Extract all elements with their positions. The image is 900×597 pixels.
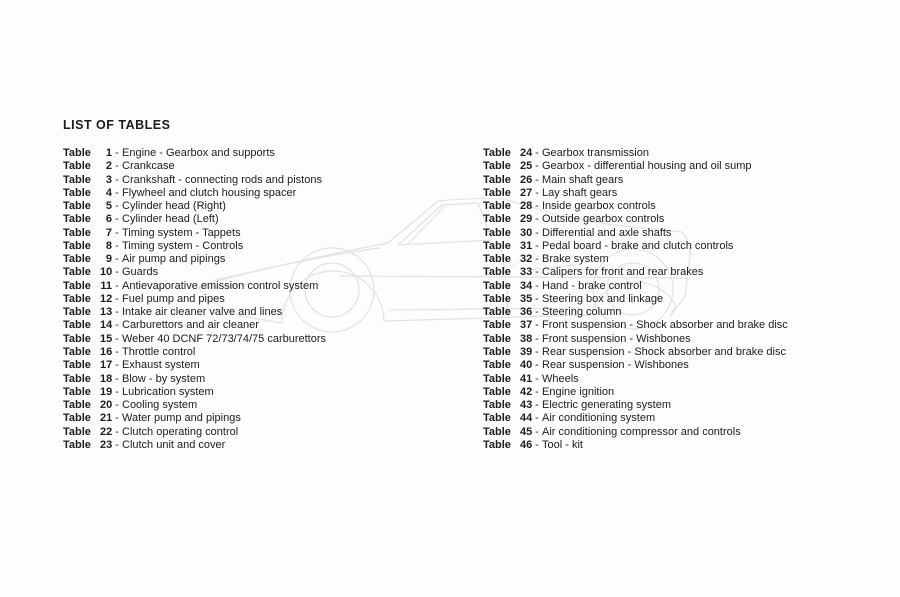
- table-entry-row: [63, 439, 326, 452]
- table-number: 11: [100, 279, 112, 292]
- table-entry-dash: -: [535, 253, 539, 266]
- table-entry-row: [483, 319, 788, 332]
- table-word: Table: [63, 239, 91, 252]
- table-number: 5: [105, 200, 112, 213]
- table-number: 21: [100, 412, 113, 425]
- table-description: Gearbox - differential housing and oil sump: [542, 160, 752, 173]
- table-entry-dash: -: [535, 319, 539, 332]
- table-word: Table: [63, 253, 91, 266]
- table-number: 26: [520, 173, 533, 186]
- table-description: Air conditioning compressor and controls: [542, 425, 741, 438]
- table-entry-row: [483, 306, 788, 319]
- table-description: Calipers for front and rear brakes: [542, 266, 704, 279]
- table-entry-row: [63, 373, 326, 386]
- table-entry-dash: -: [115, 306, 119, 319]
- table-word: Table: [483, 239, 511, 252]
- table-description: Flywheel and clutch housing spacer: [122, 186, 297, 199]
- table-number: 12: [100, 292, 113, 305]
- table-entry-dash: -: [535, 200, 539, 213]
- table-entry-row: [483, 147, 788, 160]
- table-entry-dash: -: [535, 292, 539, 305]
- table-entry-row: [483, 187, 788, 200]
- table-number: 13: [100, 306, 113, 319]
- table-number: 40: [520, 359, 533, 372]
- table-description: Main shaft gears: [542, 173, 624, 186]
- table-description: Electric generating system: [542, 399, 671, 412]
- table-word: Table: [483, 200, 511, 213]
- table-number: 6: [105, 213, 112, 226]
- table-word: Table: [483, 160, 511, 173]
- table-number: 24: [520, 147, 533, 159]
- table-entry-dash: -: [535, 279, 539, 292]
- table-entry-dash: -: [115, 213, 119, 226]
- table-entry-dash: -: [535, 412, 539, 425]
- table-description: Timing system - Controls: [122, 239, 244, 252]
- table-entry-dash: -: [115, 359, 119, 372]
- table-number: 16: [100, 345, 113, 358]
- table-entry-dash: -: [535, 332, 539, 345]
- table-word: Table: [63, 279, 91, 292]
- table-entry-dash: -: [535, 186, 539, 199]
- table-word: Table: [63, 438, 91, 451]
- table-entry-row: [483, 266, 788, 279]
- table-list-left-column: [63, 147, 326, 452]
- table-description: Clutch operating control: [122, 425, 239, 438]
- table-entry-dash: -: [115, 438, 119, 451]
- car-a-pillar-line: [408, 207, 444, 244]
- table-number: 45: [520, 425, 533, 438]
- table-description: Engine ignition: [542, 385, 615, 398]
- table-number: 30: [520, 226, 533, 239]
- table-word: Table: [63, 345, 91, 358]
- table-entry-dash: -: [115, 279, 119, 292]
- table-entry-row: [63, 200, 326, 213]
- table-entry-row: [63, 293, 326, 306]
- table-number: 15: [100, 332, 113, 345]
- table-entry-dash: -: [115, 332, 119, 345]
- table-entry-row: [483, 439, 788, 452]
- table-entry-row: [483, 333, 788, 346]
- table-entry-dash: -: [535, 306, 539, 319]
- table-entry-dash: -: [535, 160, 539, 173]
- table-entry-dash: -: [535, 147, 539, 159]
- table-entry-row: [483, 200, 788, 213]
- page-title: LIST OF TABLES: [63, 118, 171, 132]
- table-word: Table: [63, 359, 91, 372]
- table-description: Brake system: [542, 253, 609, 266]
- table-number: 46: [520, 438, 533, 451]
- table-number: 2: [105, 160, 112, 173]
- table-entry-row: [63, 319, 326, 332]
- table-entry-row: [63, 386, 326, 399]
- table-description: Fuel pump and pipes: [122, 292, 225, 305]
- table-word: Table: [63, 425, 91, 438]
- table-word: Table: [483, 425, 511, 438]
- table-word: Table: [63, 173, 91, 186]
- table-word: Table: [483, 319, 511, 332]
- table-word: Table: [63, 332, 91, 345]
- table-word: Table: [483, 438, 511, 451]
- table-entry-row: [63, 333, 326, 346]
- table-number: 1: [105, 147, 112, 159]
- table-entry-dash: -: [115, 226, 119, 239]
- table-number: 28: [520, 200, 533, 213]
- table-description: Pedal board - brake and clutch controls: [542, 239, 734, 252]
- table-number: 10: [100, 266, 113, 279]
- table-entry-row: [483, 399, 788, 412]
- table-description: Rear suspension - Wishbones: [542, 359, 689, 372]
- table-word: Table: [63, 319, 91, 332]
- table-word: Table: [483, 332, 511, 345]
- table-word: Table: [63, 412, 91, 425]
- table-description: Blow - by system: [122, 372, 206, 385]
- table-description: Air pump and pipings: [122, 253, 226, 266]
- table-entry-row: [63, 147, 326, 160]
- table-entry-row: [63, 213, 326, 226]
- table-number: 31: [520, 239, 533, 252]
- table-entry-dash: -: [535, 385, 539, 398]
- table-number: 19: [100, 385, 113, 398]
- table-word: Table: [63, 292, 91, 305]
- table-description: Steering box and linkage: [542, 292, 664, 305]
- table-entry-row: [483, 227, 788, 240]
- table-entry-dash: -: [535, 359, 539, 372]
- table-word: Table: [63, 385, 91, 398]
- table-entry-dash: -: [535, 345, 539, 358]
- table-description: Rear suspension - Shock absorber and brake disc: [542, 345, 786, 358]
- table-entry-row: [483, 280, 788, 293]
- table-entry-dash: -: [115, 319, 119, 332]
- table-description: Lubrication system: [122, 385, 214, 398]
- table-description: Cooling system: [122, 399, 198, 412]
- table-entry-row: [63, 426, 326, 439]
- table-word: Table: [483, 372, 511, 385]
- table-description: Intake air cleaner valve and lines: [122, 306, 283, 319]
- table-number: 44: [520, 412, 533, 425]
- table-entry-row: [483, 174, 788, 187]
- table-description: Outside gearbox controls: [542, 213, 665, 226]
- table-entry-row: [483, 160, 788, 173]
- table-entry-dash: -: [115, 173, 119, 186]
- table-number: 23: [100, 438, 113, 451]
- table-entry-dash: -: [115, 253, 119, 266]
- table-number: 8: [105, 239, 112, 252]
- table-word: Table: [483, 345, 511, 358]
- table-entry-row: [63, 412, 326, 425]
- table-entry-dash: -: [115, 385, 119, 398]
- table-word: Table: [63, 306, 91, 319]
- table-description: Inside gearbox controls: [542, 200, 656, 213]
- table-description: Differential and axle shafts: [542, 226, 672, 239]
- table-word: Table: [483, 266, 511, 279]
- table-number: 27: [520, 186, 533, 199]
- table-entry-dash: -: [115, 345, 119, 358]
- table-description: Steering column: [542, 306, 622, 319]
- table-description: Front suspension - Wishbones: [542, 332, 691, 345]
- table-word: Table: [483, 186, 511, 199]
- table-entry-dash: -: [535, 399, 539, 412]
- table-description: Antievaporative emission control system: [122, 279, 319, 292]
- table-entry-row: [63, 160, 326, 173]
- table-entry-dash: -: [115, 412, 119, 425]
- table-word: Table: [63, 226, 91, 239]
- table-entry-dash: -: [535, 213, 539, 226]
- table-word: Table: [483, 173, 511, 186]
- table-number: 39: [520, 345, 533, 358]
- table-number: 33: [520, 266, 533, 279]
- table-description: Gearbox transmission: [542, 147, 649, 159]
- table-description: Engine - Gearbox and supports: [122, 147, 275, 159]
- table-number: 38: [520, 332, 533, 345]
- table-description: Front suspension - Shock absorber and brake disc: [542, 319, 788, 332]
- table-word: Table: [483, 306, 511, 319]
- table-entry-row: [63, 266, 326, 279]
- table-entry-dash: -: [115, 186, 119, 199]
- table-number: 41: [520, 372, 533, 385]
- table-entry-dash: -: [535, 226, 539, 239]
- table-entry-row: [63, 346, 326, 359]
- table-description: Wheels: [542, 372, 579, 385]
- table-number: 14: [100, 319, 113, 332]
- table-word: Table: [483, 412, 511, 425]
- table-description: Air conditioning system: [542, 412, 656, 425]
- table-entry-dash: -: [535, 372, 539, 385]
- table-number: 7: [105, 226, 112, 239]
- table-number: 17: [100, 359, 113, 372]
- table-number: 22: [100, 425, 113, 438]
- table-number: 37: [520, 319, 533, 332]
- table-description: Guards: [122, 266, 159, 279]
- table-word: Table: [63, 213, 91, 226]
- table-entry-row: [63, 253, 326, 266]
- table-entry-dash: -: [115, 372, 119, 385]
- table-entry-row: [63, 306, 326, 319]
- car-side-window: [398, 203, 492, 245]
- table-word: Table: [483, 253, 511, 266]
- table-description: Hand - brake control: [542, 279, 642, 292]
- table-entry-dash: -: [535, 425, 539, 438]
- table-entry-row: [63, 187, 326, 200]
- table-entry-dash: -: [535, 438, 539, 451]
- table-entry-row: [483, 213, 788, 226]
- table-entry-row: [483, 346, 788, 359]
- table-entry-dash: -: [115, 200, 119, 213]
- table-description: Water pump and pipings: [122, 412, 241, 425]
- table-description: Tool - kit: [542, 438, 583, 451]
- table-description: Exhaust system: [122, 359, 200, 372]
- table-entry-row: [483, 240, 788, 253]
- table-description: Cylinder head (Right): [122, 200, 226, 213]
- table-entry-row: [483, 386, 788, 399]
- table-entry-row: [483, 359, 788, 372]
- table-entry-row: [63, 359, 326, 372]
- table-entry-dash: -: [535, 266, 539, 279]
- table-word: Table: [63, 186, 91, 199]
- table-entry-row: [63, 174, 326, 187]
- table-entry-dash: -: [115, 266, 119, 279]
- table-word: Table: [63, 372, 91, 385]
- table-word: Table: [63, 147, 91, 159]
- table-number: 9: [105, 253, 112, 266]
- table-list-right-column: [483, 147, 788, 452]
- table-entry-row: [63, 280, 326, 293]
- table-number: 4: [105, 186, 112, 199]
- table-word: Table: [483, 359, 511, 372]
- table-number: 32: [520, 253, 533, 266]
- table-entry-dash: -: [115, 425, 119, 438]
- table-entry-dash: -: [115, 147, 119, 159]
- table-number: 18: [100, 372, 113, 385]
- table-entry-dash: -: [535, 173, 539, 186]
- table-entry-row: [483, 412, 788, 425]
- table-word: Table: [483, 147, 511, 159]
- table-entry-dash: -: [115, 292, 119, 305]
- table-word: Table: [63, 399, 91, 412]
- table-entry-row: [483, 293, 788, 306]
- table-word: Table: [483, 279, 511, 292]
- table-entry-row: [63, 227, 326, 240]
- table-word: Table: [63, 160, 91, 173]
- table-word: Table: [63, 266, 91, 279]
- table-description: Weber 40 DCNF 72/73/74/75 carburettors: [122, 332, 327, 345]
- table-word: Table: [483, 226, 511, 239]
- table-entry-row: [63, 399, 326, 412]
- table-entry-row: [483, 253, 788, 266]
- table-entry-row: [63, 240, 326, 253]
- table-description: Crankcase: [122, 160, 175, 173]
- table-entry-row: [483, 426, 788, 439]
- table-description: Lay shaft gears: [542, 186, 618, 199]
- table-description: Carburettors and air cleaner: [122, 319, 259, 332]
- table-number: 3: [105, 173, 112, 186]
- table-entry-dash: -: [115, 239, 119, 252]
- table-entry-dash: -: [115, 399, 119, 412]
- table-number: 43: [520, 399, 533, 412]
- table-number: 20: [100, 399, 113, 412]
- table-word: Table: [63, 200, 91, 213]
- table-number: 29: [520, 213, 533, 226]
- table-number: 42: [520, 385, 533, 398]
- table-description: Throttle control: [122, 345, 196, 358]
- table-description: Crankshaft - connecting rods and pistons: [122, 173, 322, 186]
- table-number: 34: [520, 279, 533, 292]
- table-number: 35: [520, 292, 533, 305]
- table-description: Cylinder head (Left): [122, 213, 219, 226]
- table-description: Clutch unit and cover: [122, 438, 226, 451]
- table-entry-dash: -: [535, 239, 539, 252]
- table-word: Table: [483, 399, 511, 412]
- table-word: Table: [483, 213, 511, 226]
- table-number: 36: [520, 306, 533, 319]
- table-description: Timing system - Tappets: [122, 226, 241, 239]
- table-word: Table: [483, 385, 511, 398]
- table-entry-row: [483, 373, 788, 386]
- table-number: 25: [520, 160, 533, 173]
- table-entry-dash: -: [115, 160, 119, 173]
- table-word: Table: [483, 292, 511, 305]
